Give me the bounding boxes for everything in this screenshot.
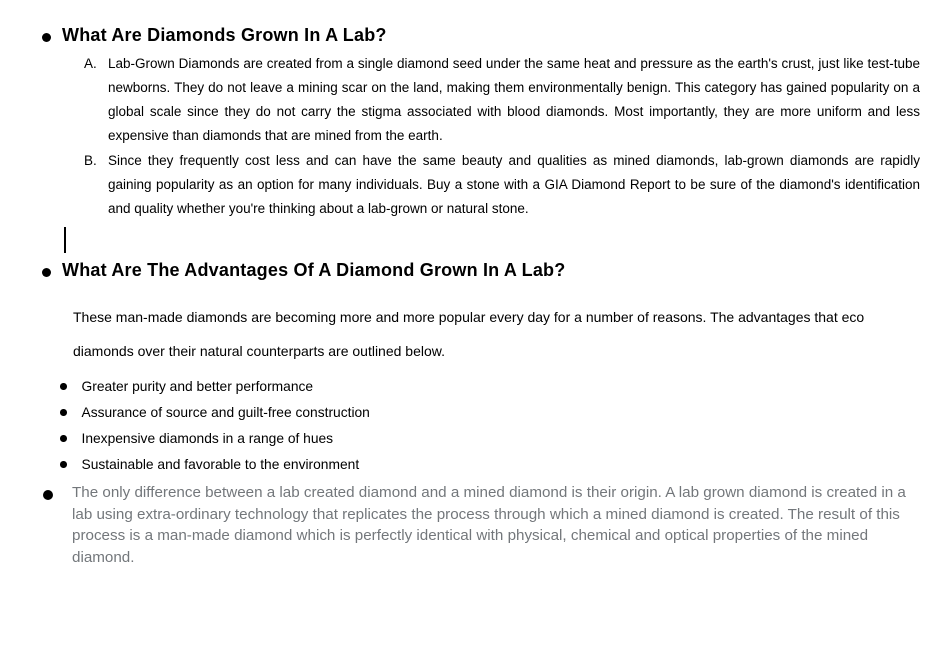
paragraph-item-b: Since they frequently cost less and can have the same beauty and qualities as mined diamonds, lab-grown diamonds are rapidly gaining popularity as an option for many individuals. Buy a stone with a GIA Diamond Report to be sure of the diamond's identification and quality whether you're thinking about a lab-grown or natural stone.: [108, 153, 920, 216]
bullet-icon: [60, 409, 67, 416]
bullet-icon: [60, 435, 67, 442]
advantage-label: Assurance of source and guilt-free construction: [81, 405, 370, 420]
section1-heading: What Are Diamonds Grown In A Lab?: [62, 25, 387, 45]
note-bullet-icon: [43, 490, 53, 500]
note-paragraph: The only difference between a lab created diamond and a mined diamond is their origin. A lab grown diamond is created in a lab using extra-ordinary technology that replicates the process through which a mined diamond is created. The result of this process is a man-made diamond which is perfectly identical with physical, chemical and optical properties of the mined diamond.: [72, 484, 906, 567]
advantage-list-item: [60, 374, 313, 400]
list-marker-b: B.: [84, 153, 97, 168]
bullet-icon: [60, 383, 67, 390]
heading-bullet-icon: [42, 33, 51, 42]
advantage-list-item: [60, 400, 370, 426]
section2-heading: What Are The Advantages Of A Diamond Grown In A Lab?: [62, 260, 566, 280]
advantage-label: Greater purity and better performance: [81, 379, 314, 394]
bullet-icon: [60, 461, 67, 468]
list-marker-a: A.: [84, 56, 97, 71]
heading-bullet-icon: [42, 268, 51, 277]
advantage-list-item: [60, 426, 333, 452]
advantage-label: Sustainable and favorable to the environment: [81, 457, 360, 472]
advantage-list-item: [60, 452, 359, 478]
intro-paragraph: These man-made diamonds are becoming more and more popular every day for a number of reasons. The advantages that eco diamonds over their natural counterparts are outlined below.: [73, 309, 865, 359]
paragraph-item-a: Lab-Grown Diamonds are created from a single diamond seed under the same heat and pressure as the earth's crust, just like test-tube newborns. They do not leave a mining scar on the land, making them environmentally benign. This category has gained popularity on a global scale since they do not carry the stigma associated with blood diamonds. Most importantly, they are more uniform and less expensive than diamonds that are mined from the earth.: [108, 56, 920, 143]
advantage-label: Inexpensive diamonds in a range of hues: [81, 431, 334, 446]
text-cursor-caret: [64, 227, 66, 253]
